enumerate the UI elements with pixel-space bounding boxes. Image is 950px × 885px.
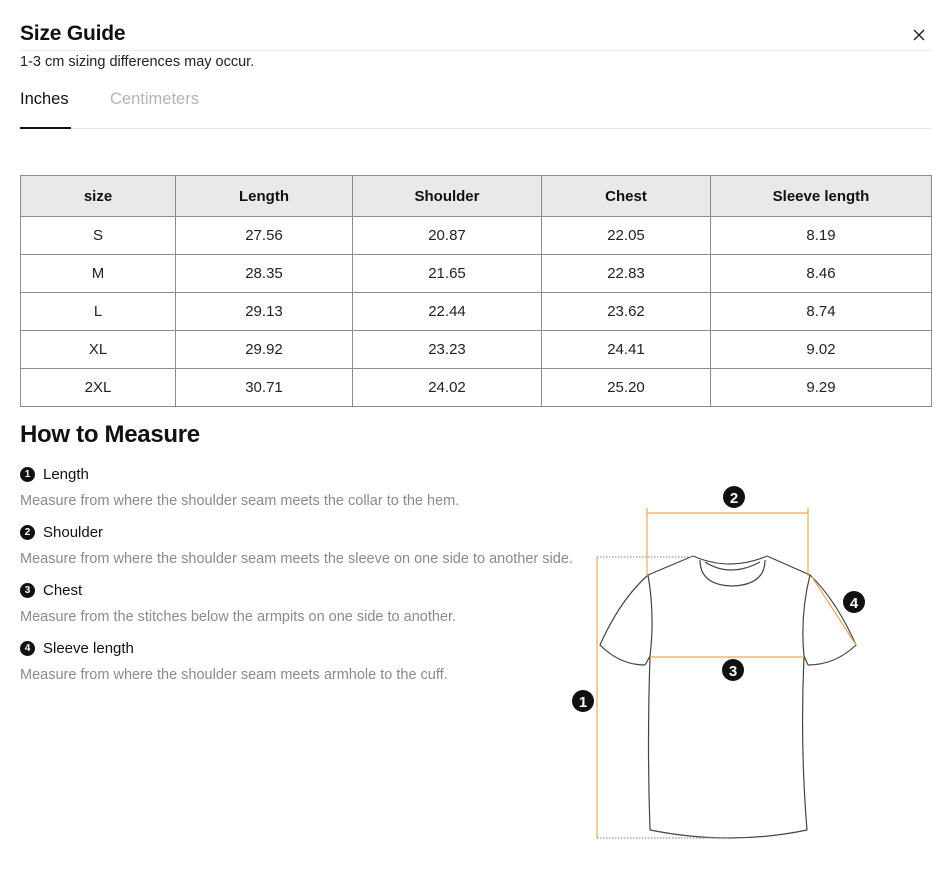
table-cell: 22.44 [353,293,542,331]
measure-item-sleeve-length [20,638,580,683]
tab-centimeters[interactable]: Centimeters [110,90,199,108]
table-cell: 8.46 [711,255,932,293]
measure-description: Measure from where the shoulder seam meets the collar to the hem. [20,493,460,509]
number-2-icon: 2 [20,525,35,540]
column-header-length: Length [176,176,353,217]
table-cell: 22.83 [542,255,711,293]
table-row [21,293,932,331]
measure-name: Chest [43,581,83,599]
measure-item-shoulder [20,522,580,567]
table-cell: 27.56 [176,217,353,255]
number-3-icon: 3 [20,583,35,598]
column-header-sleeve-length: Sleeve length [711,176,932,217]
size-table [20,175,932,407]
table-cell: 28.35 [176,255,353,293]
table-cell: 24.02 [353,369,542,407]
table-cell: 30.71 [176,369,353,407]
measure-name: Length [43,465,89,483]
measure-description: Measure from where the shoulder seam meets the sleeve on one side to another side. [20,551,573,567]
table-header-row [21,176,932,217]
table-cell: 20.87 [353,217,542,255]
tshirt-diagram-icon [560,470,900,860]
measure-item-length [20,464,580,509]
close-icon [908,24,930,46]
measure-description: Measure from the stitches below the armpits on one side to another. [20,609,457,625]
marker-1: 1 [578,694,588,711]
table-row [21,255,932,293]
table-cell: XL [21,331,176,369]
table-cell: 8.74 [711,293,932,331]
table-cell: 25.20 [542,369,711,407]
table-cell: 29.92 [176,331,353,369]
table-cell: L [21,293,176,331]
diagram-markers [572,486,865,712]
number-1-icon: 1 [20,467,35,482]
table-cell: 22.05 [542,217,711,255]
table-cell: 24.41 [542,331,711,369]
measure-name: Sleeve length [43,639,134,657]
column-header-size: size [21,176,176,217]
column-header-chest: Chest [542,176,711,217]
table-cell: S [21,217,176,255]
measure-description: Measure from where the shoulder seam meets armhole to the cuff. [20,667,448,683]
column-header-shoulder: Shoulder [353,176,542,217]
unit-tabs [20,90,932,129]
how-to-measure-title: How to Measure [20,421,200,448]
number-4-icon: 4 [20,641,35,656]
table-cell: 23.23 [353,331,542,369]
close-button[interactable] [908,24,930,46]
table-cell: 9.29 [711,369,932,407]
measure-name: Shoulder [43,523,104,541]
marker-4: 4 [849,595,859,612]
header-divider [20,50,932,51]
table-cell: 29.13 [176,293,353,331]
measure-item-chest [20,580,580,625]
tshirt-outline [600,556,856,838]
sizing-note: 1-3 cm sizing differences may occur. [20,54,255,70]
table-cell: 9.02 [711,331,932,369]
tab-inches[interactable]: Inches [20,90,71,129]
table-row [21,369,932,407]
marker-2: 2 [729,490,739,507]
table-row [21,217,932,255]
modal-title: Size Guide [20,22,126,45]
table-cell: 8.19 [711,217,932,255]
table-cell: M [21,255,176,293]
table-cell: 21.65 [353,255,542,293]
table-cell: 23.62 [542,293,711,331]
table-cell: 2XL [21,369,176,407]
marker-3: 3 [728,663,738,680]
table-row [21,331,932,369]
